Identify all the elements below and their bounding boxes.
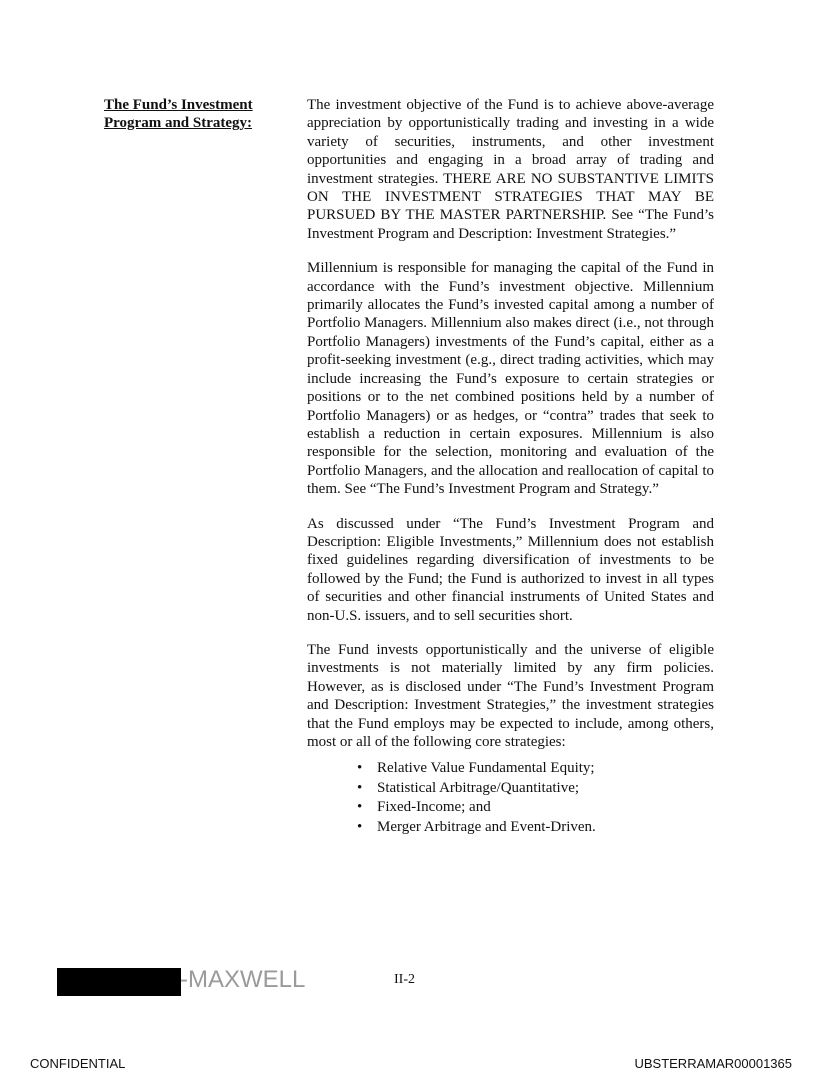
page-number: II-2	[394, 972, 415, 987]
bates-number: UBSTERRAMAR00001365	[634, 1056, 792, 1071]
section-body	[307, 96, 714, 837]
paragraph-investment-objective: The investment objective of the Fund is to achieve above-average appreciation by opportunistically trading and investing in a wide variety of securities, instruments, and other investment opportunities and engaging in a broad array of trading and investment strategies. THERE ARE NO SUBSTANTIVE LIMITS ON THE INVESTMENT STRATEGIES THAT MAY BE PURSUED BY THE MASTER PARTNERSHIP. See “The Fund’s Investment Program and Description: Investment Strategies.”	[307, 97, 714, 242]
paragraph-millennium-responsibility: Millennium is responsible for managing the capital of the Fund in accordance with the Fund’s investment objective. Millennium primarily allocates the Fund’s invested capital among a number of Portfolio Managers. Millennium also makes direct (i.e., not through Portfolio Managers) investments of the Fund’s capital, either as a profit-seeking investment (e.g., direct trading activities, which may include increasing the Fund’s exposure to certain strategies or positions or to the net combined positions held by a number of Portfolio Managers) or as hedges, or “contra” trades that seek to establish a reduction in certain exposures. Millennium is also responsible for the selection, monitoring and evaluation of the Portfolio Managers, and the allocation and reallocation of capital to them. See “The Fund’s Investment Program and Strategy.”	[307, 260, 714, 498]
core-strategies-list	[307, 759, 714, 837]
list-item: • Relative Value Fundamental Equity;	[357, 759, 714, 779]
section-heading-line-1: The Fund’s Investment	[104, 97, 253, 113]
list-item: • Fixed-Income; and	[357, 798, 714, 818]
redaction-bar	[57, 968, 181, 996]
watermark-text: -MAXWELL	[180, 966, 306, 993]
paragraph-core-strategies-intro: The Fund invests opportunistically and the universe of eligible investments is not materially limited by any firm policies. However, as is disclosed under “The Fund’s Investment Program and Description: Investment Strategies,” the investment strategies that the Fund employs may be expected to include, among others, most or all of the following core strategies:	[307, 641, 714, 750]
confidential-label: CONFIDENTIAL	[30, 1056, 126, 1071]
section-heading-line-2: Program and Strategy:	[104, 115, 253, 131]
list-item: • Statistical Arbitrage/Quantitative;	[357, 779, 714, 799]
paragraph-eligible-investments: As discussed under “The Fund’s Investment Program and Description: Eligible Investments,” Millennium does not establish fixed guidelines regarding diversification of investments to be followed by the Fund; the Fund is authorized to invest in all types of securities and other financial instruments of United States and non-U.S. issuers, and to sell securities short.	[307, 515, 714, 624]
section-heading	[104, 96, 274, 132]
list-item: • Merger Arbitrage and Event-Driven.	[357, 818, 714, 838]
